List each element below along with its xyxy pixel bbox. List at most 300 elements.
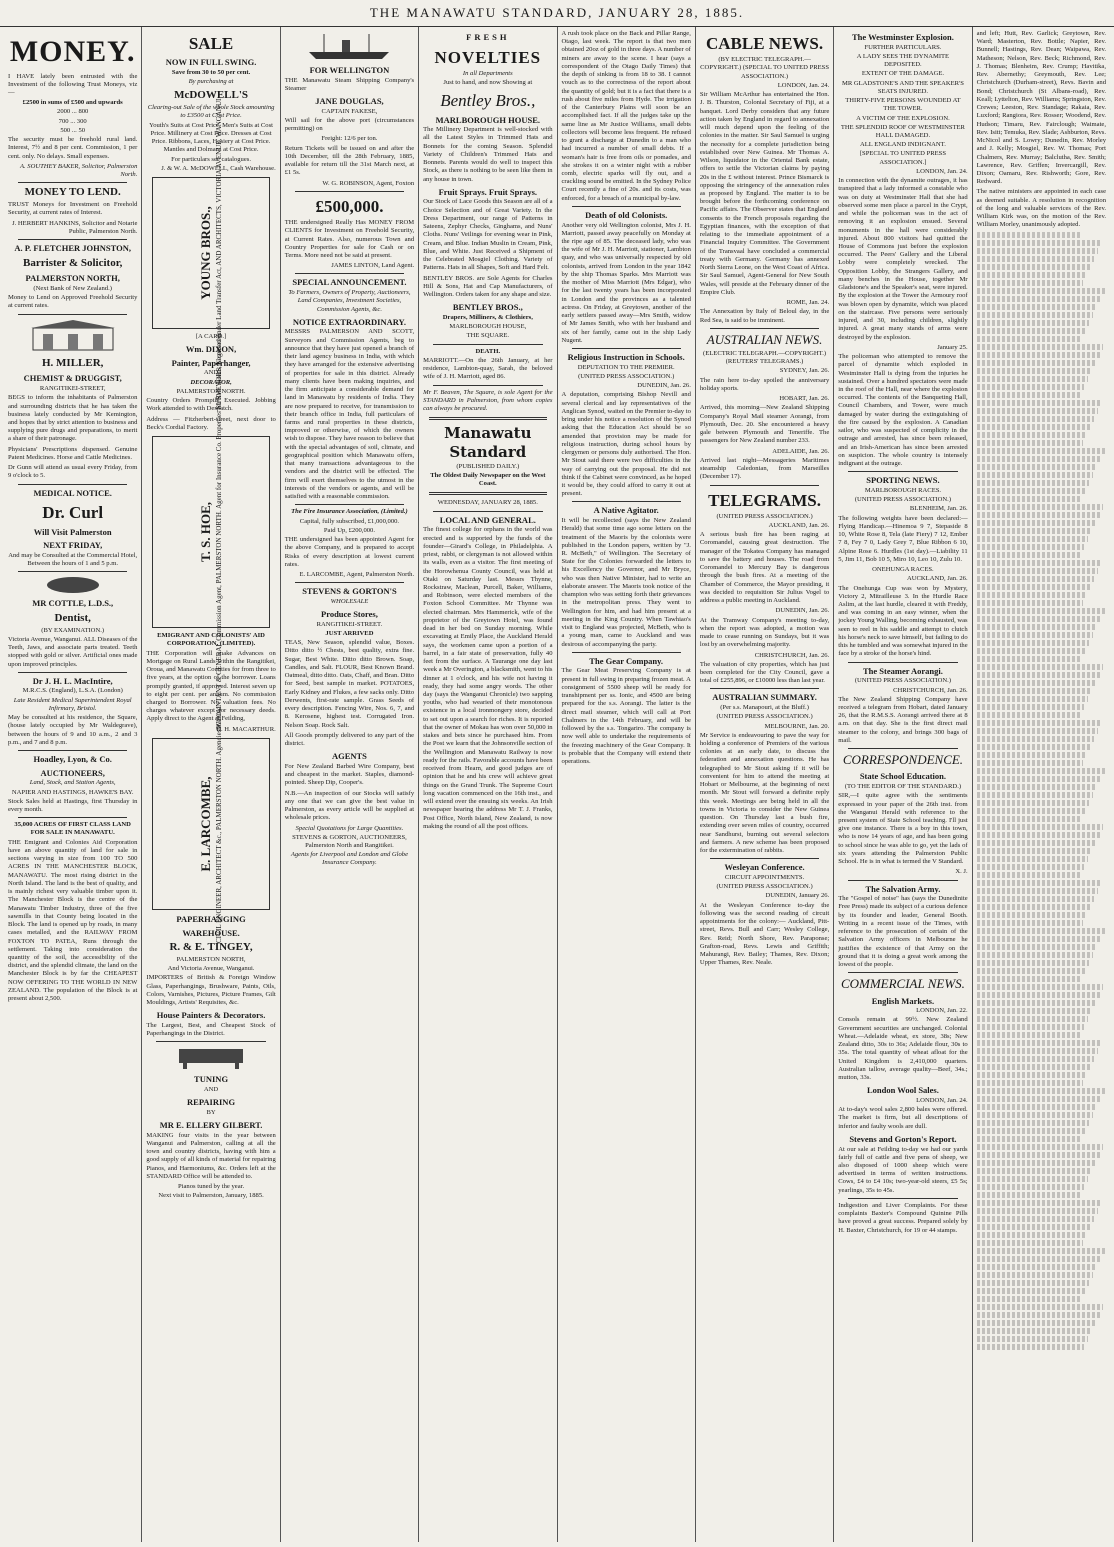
sg-goods: All Goods promptly delivered to any part of the district. — [284, 731, 415, 747]
tuning-text: MAKING four visits in the year between Wanganui and Palmerston, calling at all the town and country districts, having with him a good supply of all kinds of material for repairing Pianos, and Harmoniums, &c. Orders left at the STANDARD Office will be attended to. — [146, 1131, 276, 1180]
wellington-return: Return Tickets will be issued on and after the 10th December, till the 28th February, 1885, available for return till the 31st March next, at £1 5s. — [284, 144, 415, 177]
illegible-line — [977, 1192, 1081, 1198]
explosion-victim: A VICTIM OF THE EXPLOSION. — [856, 114, 950, 122]
money-text-2: The security must be freehold rural land. Interest, 7½ and 8 per cent. Commission, 1 per cent. only. No delays. Small expenses. — [8, 136, 138, 160]
miller-name: H. MILLER, — [41, 356, 104, 369]
emigrant-signed: D. H. MACARTHUR. — [216, 725, 276, 733]
gear-text: The Gear Meat Preserving Company is at present in full swing in preparing frozen meat. A consignment of 5500 sheep will be ready for transhipment per ss. Ionic, and 4500 are being prepared for the s.s. Aorangi. The latter is the direct mail steamer, which will call at Port Chalmers in the 14th February, and will be followed by the s.s. Tongariro. The company is now well able to undertake the requirements of the freezing machinery of the Gear Company. It is probable that the Company will extend their operations. — [561, 667, 691, 766]
bentley-2-house: MARLBOROUGH HOUSE, — [449, 323, 527, 331]
bentley-house: MARLBOROUGH HOUSE. — [435, 114, 540, 125]
column-4 — [419, 27, 557, 1542]
illegible-line — [977, 768, 1105, 774]
illegible-line — [977, 688, 1092, 694]
paper-date: WEDNESDAY, JANUARY 28, 1885. — [437, 499, 538, 507]
illegible-line — [977, 1152, 1100, 1158]
illegible-line — [977, 888, 1099, 894]
tuning-name: MR E. ELLERY GILBERT. — [159, 1120, 263, 1131]
millinery-text: The Millinery Department is well-stocked with all the Latest Styles in Trimmed Hats and Bonnets for the coming Season. Splendid Variety of Children's Trimmed Hats and Bonnets. Parents would do well to inspect this Stock, as there is nothing to be seen like them in any house in town. — [423, 126, 553, 183]
miller-street: RANGITIKEI-STREET, — [39, 385, 106, 393]
english-date: LONDON, Jan. 22. — [916, 1007, 968, 1015]
divider — [710, 858, 819, 859]
rome-text: The Annexation by Italy of Beloul day, in the Red Sea, is said to be imminent. — [699, 308, 830, 324]
illegible-line — [977, 432, 1087, 438]
illegible-line — [977, 1144, 1104, 1150]
local-heading: LOCAL AND GENERAL. — [439, 514, 536, 525]
sporting-date: BLENHEIM, Jan. 26. — [909, 505, 968, 513]
money-amount: 500 ... 50 — [60, 126, 86, 134]
illegible-line — [977, 1024, 1084, 1030]
miller-text: BEGS to inform the inhabitants of Palmerston and surrounding districts that he has taken the business lately conducted by Mr Kemington, and hopes that by strict attention to business and supplying pure drugs and preparations, to merit a share of their patronage. — [8, 394, 138, 443]
sydney-date: SYDNEY, Jan. 26. — [779, 367, 830, 375]
column-5 — [558, 27, 696, 1542]
australian-heading: AUSTRALIAN NEWS. — [706, 331, 823, 347]
illegible-line — [977, 416, 1095, 422]
divider — [156, 1041, 265, 1042]
larcombe-detail: CIVIL ENGINEER, ARCHITECT &c., PALMERSTON NORTH. Agencies Wanted. — [214, 704, 223, 943]
illegible-line — [977, 576, 1095, 582]
explosion-roof: THE SPLENDID ROOF OF WESTMINSTER HALL DAMAGED. — [840, 123, 965, 139]
divider — [848, 1198, 957, 1199]
sg-signed: STEVENS & GORTON, AUCTIONEERS, Palmerston North and Rangitikei. — [292, 833, 407, 849]
wesleyan-heading: Wesleyan Conference. — [724, 862, 805, 873]
illegible-line — [977, 864, 1084, 870]
illegible-line — [977, 696, 1088, 702]
illegible-line — [977, 1264, 1097, 1270]
sydney-text: The rain here to-day spoiled the anniversary holiday sports. — [699, 376, 830, 392]
illegible-line — [977, 872, 1081, 878]
illegible-line — [977, 840, 1096, 846]
divider — [18, 182, 127, 183]
tuning-by: BY — [206, 1108, 216, 1116]
emigrant-text: THE Corporation will make Advances on Mortgage on Rural Lands within the Rangitikei, Oroua, and Manawatu Counties for from three to five years, at the option of the borrower. Loans promptly granted, if approved. Interest seven up to eight per cent. per annum. No commission charged to Borrower. No valuation fees. No charges whatever except for necessary deeds. Apply direct to the Agent at Feilding, — [146, 649, 276, 723]
illegible-line — [977, 816, 1082, 822]
money-text: I HAVE lately been entrusted with the Investment of the following Trust Moneys, viz— — [8, 72, 138, 96]
illegible-line — [977, 1320, 1096, 1326]
cottle-name: MR COTTLE, L.D.S., — [32, 598, 114, 609]
divider — [18, 817, 127, 818]
illegible-line — [977, 560, 1102, 566]
illegible-line — [977, 600, 1083, 606]
illegible-line — [977, 528, 1092, 534]
illegible-line — [977, 472, 1093, 478]
colonists-text: Another very old Wellington colonist, Mrs J. H. Marriott, passed away peacefully on Monday at the ripe age of 85. The deceased lady, who was the wife of Mr J. H. Marriott, stationer, Lambton quay, and who was universally respected by old colonists, arrived from London in the year 1842 by the ship Thomas Sparks. Mrs Marriott was the mother of Miss Marriott (Mrs Edgar), who for the last twenty years has been incorporated in London and the provinces as a talented actress. On Friday, at Greytown, another of the early settlers passed away—Mrs Smith, widow of Mr James Smith, who with her husband and six of her family, came out in the ship Lady Nugent. — [561, 221, 691, 344]
illegible-line — [977, 608, 1105, 614]
illegible-line — [977, 504, 1104, 510]
illegible-line — [977, 1120, 1090, 1126]
divider — [429, 417, 546, 420]
illegible-line — [977, 1240, 1083, 1246]
cottle-exam: (BY EXAMINATION.) — [41, 626, 105, 634]
illegible-line — [977, 664, 1104, 670]
sale-signed: J. & W. A. McDOWELL, Cash Warehouse. — [161, 164, 276, 172]
wellington-heading: FOR WELLINGTON — [309, 65, 390, 75]
illegible-line — [977, 760, 1083, 766]
illegible-line — [977, 1296, 1082, 1302]
macintire-text: May be consulted at his residence, the Square, (house lately occupied by Mr Waldegrave), between the hours of 9 and 10 a.m., 2 and 3 p.m., and 7 and 8 p.m. — [8, 714, 138, 746]
illegible-line — [977, 312, 1093, 318]
cable-text: Sir William McArthur has entertained the Hon. J. B. Thurston, Colonial Secretary of Fiji, at a banquet. Lord Derby considers that any future action taken by England in regard to annexation will much depend upon the feeling of the colonies in the matter. Sir Saul Samuel is urging the necessity for a complete jurisdiction being established over New Guinea. Mr Thomas A. Wilson, liquidator in the Oriental Bank estate, offers to settle the Victorian claims by paying 20s in the £ without interest. Prince Bismarck is opposing the stringency of the annexation rules as proposed by England. The matter is to be brought before the forthcoming conference on Pacific affairs. The Observer states that England consents to the French proposals regarding the Egyptian finances, with the exception of that relating to the immediate appointment of a Financial Inquiry Committee. The Government of the Transvaal have concluded a commercial treaty with Germany. Germany has annexed North Sierra Leone, on the West Coast of Africa. Sir Saul Samuel, Agent-General for New South Wales, will preside at the February dinner of the Empire Club. — [699, 91, 830, 296]
sale-off: Save from 30 to 50 per cent. — [171, 68, 251, 76]
illegible-line — [977, 328, 1086, 334]
illegible-line — [977, 384, 1084, 390]
tingey-name: R. & E. TINGEY, — [169, 941, 253, 954]
illegible-line — [977, 1096, 1101, 1102]
illegible-line — [977, 344, 1104, 350]
illegible-line — [977, 512, 1100, 518]
hobart-date: HOBART, Jan. 26. — [779, 395, 830, 403]
tuning-text-2: Pianos tuned by the year. — [178, 1183, 245, 1191]
rome-date: ROME, Jan. 24. — [786, 299, 830, 307]
school-signed: X. J. — [955, 868, 968, 876]
native-text: It will be recollected (says the New Zealand Herald) that some time ago some letters on the treatment of the Maoris by the colonists were published in the London papers, written by "J. R. McBeth," of Wellington. The Secretary of State for the Colonies forwarded the letters to his Excellency the Governor, and Mr Bryce, who was then Native Minister, had to write an elaborate answer. The Maoris took notice of the champion who was setting forth their grievances in the metropolitan press. They went to Wellington for him, and had him present at a meeting in the King Country. When Tawhiao's visit to England was projected, McBeth, who is a young man, came to Auckland and was desirous of accompanying the party. — [561, 517, 691, 648]
lend-heading: MONEY TO LEND. — [24, 186, 121, 199]
illegible-line — [977, 920, 1083, 926]
illegible-line — [977, 1104, 1097, 1110]
correspondence-heading: CORRESPONDENCE. — [842, 752, 964, 768]
illegible-line — [977, 720, 1102, 726]
christchurch-text: The valuation of city properties, which has just been completed for the City Council, gave a total of £255,896, or £10000 less than last year. — [699, 660, 830, 685]
illegible-line — [977, 944, 1097, 950]
paper-oldest: The Oldest Daily Newspaper on the West Coast. — [430, 472, 546, 488]
illegible-line — [977, 400, 1102, 406]
illegible-line — [977, 1336, 1088, 1342]
investment-signed: JAMES LINTON, Land Agent. — [331, 262, 415, 270]
special-to: To Farmers, Owners of Property, Auctioneers, Land Companies, Investment Societies, Commission Agents, &c. — [288, 289, 411, 313]
illegible-line — [977, 336, 1082, 342]
illegible-line — [977, 1248, 1105, 1254]
sporting-text: The following weights have been declared:— Flying Handicap.—Hinemoa 9 7, Stepaside 8 10, White Rose 8, Tela (late Fiery) 7 12, Ember 7 8, Fey 7 0, Lady Grey 7, Blue Ribbon 6 10, Alpine Rose 6. Hurdles (1st day).—Liability 11 5, Jim 11, Bob 10 5, Miro 10, Leo 10, Zulu 10. — [838, 514, 968, 563]
dixon-decorator: DECORATOR, — [190, 378, 232, 386]
divider — [572, 206, 681, 207]
explosion-heading: The Westminster Explosion. — [851, 32, 954, 42]
divider — [18, 672, 127, 673]
money-amount: 2000 ... 800 — [57, 108, 89, 116]
hoadley-title: AUCTIONEERS, — [40, 767, 105, 778]
tuning-and: AND — [203, 1086, 219, 1094]
emigrant-heading: EMIGRANT AND COLONISTS' AID CORPORATION, (LIMITED). — [157, 632, 265, 648]
hoadley-text: Stock Sales held at Hastings, first Thursday in every month. — [8, 797, 138, 814]
wool-date: LONDON, Jan. 24. — [916, 1096, 968, 1104]
illegible-line — [977, 456, 1101, 462]
divider — [18, 239, 127, 240]
wellington-freight: Freight: 12/6 per ton. — [321, 135, 378, 143]
illegible-line — [977, 480, 1090, 486]
summary-text: Mr Service is endeavouring to pave the way for holding a conference of Premiers of the various colonies at an early date, to discuss the federation and annexation questions. He has telegraphed to Mr Stout asking if it will be convenient for him to attend the meeting at Hobart or Melbourne, at the beginning of next month. Mr Stout will forward a definite reply this week. Meetings are being held in all the towns in Victoria to consider the New Guinea question. On Thursday last a bush fire, extending over seven miles of country, occurred near Sandhurst, burning out several selectors and farmers. A new scheme has been proposed for the extermination of rabbits. — [699, 731, 830, 855]
illegible-line — [977, 288, 1105, 294]
special-heading: SPECIAL ANNOUNCEMENT. — [292, 277, 407, 288]
english-heading: English Markets. — [871, 995, 935, 1006]
illegible-line — [977, 992, 1100, 998]
page-columns — [0, 27, 1114, 1542]
curl-when: NEXT FRIDAY, — [43, 540, 103, 551]
tingey-text-2: The Largest, Best, and Cheapest Stock of Paperhangings in the District. — [146, 1021, 276, 1038]
money-heading: MONEY. — [9, 35, 136, 68]
illegible-line — [977, 736, 1095, 742]
illegible-line — [977, 1224, 1091, 1230]
divider — [433, 511, 542, 512]
tingey-text: IMPORTERS of British & Foreign Window Glass, Paperhangings, Brushware, Paints, Oils, Colors, Varnishes, Pictures, Picture Frames, Gilt Mouldings, Artists' Requisites, &c. — [146, 974, 276, 1007]
illegible-line — [977, 1136, 1082, 1142]
illegible-line — [977, 272, 1087, 278]
salvation-text: The "Gospel of noise" has (says the Dunedinite Free Press) made its subject of a curious defence by its founder and leader, General Booth. Writing in a recent issue of the Times, with reference to the prosecution of certain of the Salvation Army officers in Melbourne he justifies the existence of that Army on the ground that it is doing a great work among the lowest of the people. — [838, 895, 968, 969]
explosion-assoc: [SPECIAL TO UNITED PRESS ASSOCIATION.] — [859, 150, 947, 166]
illegible-line — [977, 352, 1100, 358]
fire-text: THE undersigned has been appointed Agent for the above Company, and is prepared to accept Risks of every description at lowest current rates. — [284, 536, 415, 568]
lend-text: TRUST Moneys for Investment on Freehold Security, at current rates of Interest. — [8, 201, 138, 217]
illegible-line — [977, 448, 1105, 454]
illegible-line — [977, 824, 1104, 830]
dunedin-text: At the Tramway Company's meeting to-day, when the report was adopted, a motion was made to cease running on Sundays, but it was lost by an overwhelming majority. — [699, 616, 830, 649]
medical-heading: MEDICAL NOTICE. — [33, 487, 112, 498]
explosion-text-2: The policeman who attempted to remove the parcel of dynamite which exploded in Westminster Hall is dying from the injuries he sustained. Over a hundred spectators were made in the roof of the Hall, near where the explosion occurred. The contents of the Banqueting Hall, Council Chambers, and Tower, were much damaged by water during the extinguishing of the fire caused by the explosion. A Canadian sailor, who was suspected of complicity in the outrage and arrested, has since been released, and an Irish-American has since been arrested on suspicion. The whole country is intensely indignant at the outrage. — [838, 353, 968, 468]
illegible-line — [977, 1304, 1104, 1310]
native-ministers-text: The native ministers are appointed in each case as deemed suitable. A resolution in recognition of the long and valuable services of the Rev. William Kirk was, on the motion of the Rev. William Morley, unanimously adopted. — [976, 188, 1106, 229]
onehunga-text: The Onehunga Cup was won by Mystery, Victory 2, Mitrailleuse 3. In the Hurdle Race Aslim, at the last hurdle, cleared it with Freddy, and was coming in an easy winner, when the jockey Young Walling, becoming exhausted, was seen to reel in his saddle and attempt to clutch his horse's neck to save himself, but failing to do this he tumbled and was somewhat injured in the face by a stroke of the horse's hind. — [838, 584, 968, 658]
notice-heading: NOTICE EXTRAORDINARY. — [292, 316, 407, 327]
curl-sub: Will Visit Palmerston — [33, 526, 112, 537]
divider — [848, 662, 957, 663]
beaven-notice: Mr F. Beaven, The Square, is sole Agent for the STANDARD in Palmerston, from whom copies can always be procured. — [423, 388, 553, 413]
illegible-line — [977, 1176, 1088, 1182]
sg-agents: AGENTS — [331, 751, 367, 762]
bentley-name: Bentley Bros., — [440, 91, 536, 111]
illegible-line — [977, 1016, 1088, 1022]
column-3 — [281, 27, 419, 1542]
curl-name: Dr. Curl — [42, 503, 104, 523]
illegible-line — [977, 1008, 1092, 1014]
wesleyan-sub: CIRCUIT APPOINTMENTS. — [724, 873, 805, 881]
indigestion-text: Indigestion and Liver Complaints. For these complaints Baxter's Compound Quinine Pills have proved a great success. Prepared solely by H. Baxter, Christchurch, for 19 or 44 stamps. — [838, 1201, 968, 1234]
divider — [848, 972, 957, 973]
fruit-text: Our Stock of Lace Goods this Season are all of a Choice Selection and of Great Variety. In the Dress Department, our range of Patterns in Sateens, Zephyr Checks, Ginghams, and Nuns' Cloths. Nuns' Veilings for evening wear in Pink, Cream, and Blue. Indian Muslin in Cream, Pink, Blue, and White. Just Received a Shipment of the Celebrated Mosgiel Clothing. Variety of Patterns. Hats in all Shapes, Soft and Hard Felt. — [423, 198, 553, 272]
illegible-line — [977, 376, 1088, 382]
illegible-line — [977, 280, 1083, 286]
sale-by: By purchasing at — [188, 78, 234, 86]
sg-agents-2: Agents for Liverpool and London and Globe Insurance Company. — [290, 851, 409, 867]
illegible-line — [977, 256, 1095, 262]
illegible-line — [977, 1128, 1086, 1134]
explosion-date-2: January 25. — [937, 343, 968, 351]
illegible-line — [977, 1312, 1100, 1318]
wool-text: At to-day's wool sales 2,800 bales were offered. The market is firm, but all descriptions of inferior and faulty wools are dull. — [838, 1106, 968, 1130]
explosion-england: ALL ENGLAND INDIGNANT. — [859, 141, 946, 149]
illegible-line — [977, 264, 1091, 270]
sg-agent-text: For New Zealand Barbed Wire Company, best and cheapest in the market. Staples, diamond-pointed. Sheep Dip, Cooper's. — [284, 762, 415, 787]
divider — [295, 504, 404, 505]
illegible-line — [977, 904, 1091, 910]
auckland-text: A serious bush fire has been raging at Coromandel, causing great destruction. The manager of the Tokatea Company has managed to save the battery and houses. The road from Coromandel to Mercury Bay is dangerous through the bush fires. At a meeting of the Chamber of Commerce, the Mayor presiding, it was decided to requisition Sir Julius Vogel to address a public meeting in Auckland. — [699, 531, 830, 605]
divider — [848, 880, 957, 881]
sg-report-text: At our sale at Feilding to-day we had our yards fairly full of cattle and five pens of sheep, we also disposed of 1000 sheep which were advertised in terms of written instructions. Cows, £4 to £4 10s; two-year-old steers, £5 5s; yearlings, 35s to 45s. — [838, 1145, 968, 1194]
aorangi-assoc: (UNITED PRESS ASSOCIATION.) — [854, 677, 952, 685]
death-text: MARRIOTT.—On the 26th January, at her residence, Lambton-quay, Sarah, the beloved wife of J. H. Marriott, aged 86. — [423, 356, 553, 381]
fletcher-place: PALMERSTON NORTH, — [25, 273, 120, 284]
tingey-place: PALMERSTON NORTH, — [176, 955, 246, 963]
illegible-line — [977, 896, 1095, 902]
money-line: £2500 in sums of £500 and upwards — [22, 99, 123, 107]
macintire-previous: Late Resident Medical Superintendent Royal Infirmary, Bristol. — [13, 696, 132, 712]
illegible-line — [977, 744, 1091, 750]
illegible-line — [977, 784, 1097, 790]
wesleyan-assoc: (UNITED PRESS ASSOCIATION.) — [716, 883, 813, 891]
illegible-line — [977, 1328, 1092, 1334]
illegible-line — [977, 1272, 1093, 1278]
illegible-line — [977, 360, 1096, 366]
english-text: Consols remain at 99½. New Zealand Government securities are unchanged. Colonial Wheat.—Adelaide wheat, ex store, 38s; New Zealand ditto, 30s to 36s; Adelaide flour, 30s to 35s. The total quantity of wheat afloat for the United Kingdom is 2,410,000 quarters. Australian tallow, average quality—Beef, 34s.; mutton, 33s. — [838, 1016, 968, 1082]
wellington-text: THE Manawatu Steam Shipping Company's Steamer — [284, 76, 415, 92]
illegible-line — [977, 672, 1100, 678]
fire-heading: The Fire Insurance Association, (Limited.) — [291, 508, 408, 516]
bentley-2-square: THE SQUARE. — [466, 332, 510, 340]
young-bros-detail: SURVEYORS, Licensed under Land Transfer Act, AND ARCHITECTS, VICTORIA AVENUE, WANGANUI. — [214, 96, 223, 410]
fletcher-name: A. P. FLETCHER JOHNSTON, — [14, 243, 132, 253]
divider — [433, 385, 542, 386]
sporting-sub: MARLBOROUGH RACES. — [864, 486, 942, 494]
illegible-line — [977, 1280, 1090, 1286]
paper-published: (PUBLISHED DAILY.) — [456, 462, 520, 470]
illegible-line — [977, 656, 1082, 662]
colonists-heading: Death of old Colonists. — [585, 209, 668, 220]
telegrams-assoc: (UNITED PRESS ASSOCIATION.) — [716, 512, 813, 520]
illegible-line — [977, 496, 1082, 502]
illegible-line — [977, 1288, 1086, 1294]
larcombe-name: E. LARCOMBE, — [198, 776, 214, 872]
christchurch-date: CHRISTCHURCH, Jan. 26. — [754, 651, 830, 659]
fire-paid: Paid Up, £200,000. — [323, 526, 375, 534]
illegible-line — [977, 1056, 1095, 1062]
divider — [429, 492, 546, 495]
melbourne-date: MELBOURNE, Jan. 20. — [764, 722, 830, 730]
gold-text: A rush took place on the Back and Pillar Range, Otago, last week. The report is that two men obtained 20oz of gold in three days. A number of miners are away to the scene. I hear (says a correspondent of the Otago Daily Times) that the depth of sinking is from 18 to 38. I cannot vouch as to the correctness of the report about the quantity of gold; but it is a fact that there is a rush about five miles from Hyde. The irrigation of the Canterbury Plains will soon be an accomplished fact. If all the judges take up the same line as Mr Justice Williams, small debts collectors will become less frequent. He refused to grant a discharge at Dunedin to a man who had incurred a number of small debts. If a woman's hair is free from oils or pomades, and she strokes it on a winter night with a rubber comb, electric sparks will fly out, and a crackling sound be emitted. In the Sydney Police Court recently a fine of 20s. and its costs, was enforced, for a breach of a municipal by-law. — [561, 30, 691, 202]
illegible-line — [977, 792, 1093, 798]
dixon-title: Painter, Paperhanger, — [171, 357, 251, 368]
sale-items: Youth's Suits at Cost Price. Men's Suits at Cost Price. Millinery at Cost Price. Dresses at Cost Price. Ribbons, Laces, Hosiery at Cost Price. Mantles and Dolmans at Cost Price. — [149, 121, 274, 154]
aorangi-heading: The Steamer Aorangi. — [862, 665, 943, 676]
dixon-place: PALMERSTON NORTH. — [176, 387, 246, 395]
religious-heading: Religious Instruction in Schools. — [567, 352, 685, 363]
illegible-line — [977, 520, 1096, 526]
sale-shop: McDOWELL'S — [174, 89, 249, 102]
illegible-line — [977, 984, 1104, 990]
divider — [848, 748, 957, 749]
hoe-name: T. S. HOE, — [198, 502, 214, 563]
sporting-heading: SPORTING NEWS. — [866, 475, 940, 486]
column-2 — [142, 27, 280, 1542]
miller-text-3: Dr Gunn will attend as usual every Friday, from 9 o'clock to 5. — [8, 464, 138, 480]
illegible-line — [977, 1000, 1096, 1006]
curl-text: And may be Consulted at the Commercial Hotel, Between the hours of 1 and 5 p.m. — [8, 551, 138, 568]
adelaide-text: Arrived last night—Messageries Maritimes steamship Caledonian, from Marseilles (December 17). — [699, 456, 830, 481]
tuning-repairing: REPAIRING — [187, 1097, 236, 1108]
illegible-line — [977, 848, 1092, 854]
adelaide-date: ADELAIDE, Jan. 26. — [772, 447, 830, 455]
sg-items: TEAS, New Season, splendid value, Boxes. Ditto ditto ½ Chests, best quality, extra fine. Sugar, Best White. Ditto ditto Brown. Soap, Candles, and Salt. FLOUR, Best Known Brand. Oatmeal, ditto ditto. Oats, Chaff, and Bran. Ditto for Seed, best sample in market. POTATOES, Early Kidney and Flukes, a few sacks only. Ditto Derwents, first-rate sample. Grass Seeds of every description. Fencing Wire, Nos. 6, 7, and 8. Kerosene, highest test. Corrugated Iron. Nelson Soap. Rock Salt. — [284, 639, 415, 729]
divider — [572, 652, 681, 653]
summary-assoc: (UNITED PRESS ASSOCIATION.) — [716, 713, 813, 721]
divider — [572, 348, 681, 349]
explosion-date: LONDON, Jan. 24. — [916, 167, 968, 175]
fletcher-address: (Next Bank of New Zealand.) — [33, 285, 112, 292]
illegible-line — [977, 320, 1090, 326]
cottle-title: Dentist, — [54, 611, 91, 624]
illegible-line — [977, 1168, 1092, 1174]
explosion-extent: EXTENT OF THE DAMAGE. — [861, 70, 945, 78]
native-heading: A Native Agitator. — [593, 505, 659, 516]
illegible-line — [977, 584, 1091, 590]
investment-heading: £500,000. — [315, 196, 384, 216]
sale-sub: NOW IN FULL SWING. — [165, 57, 257, 68]
wesleyan-text: At the Wesleyan Conference to-day the following was the second reading of circuit appointments for the colony:— Auckland, Pitt-street, Revs. Bull and Carr; Wesley College, Rev. Reid; North Shore, Rev. Paraponse; Grafton-road, Revs. Lewis and Griffith; Mahurangi, Rev. Bailey; Thames, Rev. Dixon; Upper Thames, Rev. Neale. — [699, 901, 830, 967]
sg-report-heading: Stevens and Gorton's Report. — [849, 1133, 957, 1144]
illegible-line — [977, 960, 1090, 966]
sg-arrived: JUST ARRIVED — [325, 629, 374, 637]
dixon-card: [A CARD.] — [195, 332, 227, 340]
illegible-line — [977, 1184, 1084, 1190]
column-1 — [4, 27, 142, 1542]
illegible-line — [977, 304, 1097, 310]
local-text: The finest college for orphans in the world was erected and is supported by the funds of the founder—Girard's College, in Philadelphia. A priest, rabbi, or clergyman is not allowed within its walls, even as a visitor. The first meeting of the Horowhenua County Council, was held at Otaki on Saturday last. Messrs Thynne, Rockstraw, Maclean, Purcell, Baker, Williams, and Robinson, were elected members of the Foxton School Committee. Mr Thynne was elected chairman. Mrs Hammerick, wife of the proprietor of the Greytown Hotel, was found dead in her bed on Sunday morning. While excavating at Emily Place, the Auckland Herald says, the workmen came upon a portion of a barrel, in a fair state of preservation, fully 40 feet from the surface. A Taurange one day last week a Mr Overington, a blacksmith, went to his dinner at 1 o'clock, and his wife not having it ready, they had some angry words. The other day (says the Wanganui Chronicle) two sapping youths, who had wearied of their monotonous existence in a local ironmongery store, decided to set out upon a search for riches. It is reported that the owner of Mokau has won over 50,000 in stakes and bets since he purchased him. From the Post we learn that the Johnsonville section of the Wellington and Manawatu Railway is now ready for the rails. Favorable accounts have been received from Hearn, and good judges are of opinion that he and his crew will achieve great things on the Grand Trunk. The Supreme Court long vacation commenced on the 16th inst., and will extend over the ensuing six weeks. An Irish newspaper bearing the address Mr T. J. Franks, Post Office, North Island, New Zealand, is now making the round of all the post offices. — [423, 526, 553, 830]
illegible-line — [977, 1216, 1095, 1222]
fletcher-title: Barrister & Solicitor, — [23, 256, 123, 269]
illegible-line — [977, 392, 1081, 398]
divider — [18, 314, 127, 315]
illegible-line — [977, 752, 1087, 758]
summary-heading: AUSTRALIAN SUMMARY. — [712, 692, 817, 703]
hobart-text: Arrived, this morning—New Zealand Shipping Company's Royal Mail steamer Aorangi, from Plymouth, Dec. 20. She encountered a heavy gale between Plymouth and Teneriffe. The passengers for New Zealand number 233. — [699, 404, 830, 445]
wool-heading: London Wool Sales. — [866, 1085, 939, 1096]
illegible-line — [977, 936, 1101, 942]
sg-street: RANGITIKEI-STREET. — [316, 620, 383, 628]
money-amount: 700 ... 300 — [58, 117, 87, 125]
sale-clear: Clearing-out Sale of the whole Stock amounting to £3500 at Cost Price. — [147, 104, 275, 120]
steamship-engraving — [304, 32, 394, 62]
summary-sub: (Per s.s. Manapouri, at the Bluff.) — [720, 704, 809, 712]
divider — [572, 501, 681, 502]
tingey-address: And Victoria Avenue, Wanganui. — [167, 965, 255, 973]
money-signed: A. SOUTHEY BAKER, Solicitor, Palmerston North. — [19, 162, 138, 179]
illegible-line — [977, 1112, 1093, 1118]
dunedin-date: DUNEDIN, Jan. 26. — [775, 607, 830, 615]
sg-wholesale: WHOLESALE — [330, 597, 369, 605]
cable-assoc: (BY ELECTRIC TELEGRAPH.—COPYRIGHT.) (SPECIAL TO UNITED PRESS ASSOCIATION.) — [700, 56, 830, 80]
explosion-text: In connection with the dynamite outrages, it has transpired that a lady informed a constable who was on duty at Westminster Hall that she had observed some men place a parcel in the Crypt, and while the policeman was in the act of removing it an explosion ensued. Several monuments in the hall were considerably injured. About 800 visitors had quitted the House of Commons just before the explosion occurred. The Peers' Gallery and the Liberal Lobby were completely wrecked. The Opposition Lobby, the Strangers Gallery, and many benches in the House, together Mr Gladstone's and the Speaker's seat, were injured. By the explosion at the Tower the Armoury roof was blown open by dynamite, which was placed on the staircase. Five persons were seriously injured, and 30, including children, slightly injured. A great many stands of arms were destroyed by the explosion. — [838, 177, 968, 341]
australian-assoc: (ELECTRIC TELEGRAPH.—COPYRIGHT.) (REUTERS' TELEGRAMS.) — [703, 350, 827, 366]
illegible-line — [977, 1072, 1087, 1078]
illegible-line — [977, 640, 1090, 646]
illegible-line — [977, 856, 1088, 862]
illegible-line — [977, 976, 1082, 982]
circuit-text: and left; Hutt, Rev. Garlick; Greytown, Rev. Ward; Masterton, Rev. Bottle; Napier, Rev. Bunnell; Hastings, Rev. Dean; Waipawa, Rev. Matheson; Nelson, Rev. Beck; Richmond, Rev. J. Thomas; Blenheim, Rev. Crump; Havitika, Rev. Abernethy; Greymouth, Rev. Lee; Christchurch (Durham-street), Revs. Bavin and Bond; Christchurch (St Albans-road), Rev. Keall; Lyttelton, Rev. Williams; Springston, Rev. Crewes; Leeston, Rev. Standage; Rakaia, Rev. Luxford; Rangiora, Rev. Rosser; Woodend, Rev. Hudson; Timaru, Rev. Fairclough; Waimate, Rev. Isitt; Temuka, Rev. Slade; Ashburton, Revs. McNicol and S. Lowry; Dunedin, Rev. Morley and J. Kelly; Mosgiel, Rev. W. Thomas; Port Chalmers, Rev. Murray; Balclutha, Rev. Smith; Lawrence, Rev. Griffen; Invercargill, Rev. Dixon; Oamaru, Rev. Rishworth; Gore, Rev. Redward. — [976, 30, 1106, 186]
divider — [18, 750, 127, 751]
fire-signed: E. LARCOMBE, Agent, Palmerston North. — [299, 571, 415, 578]
acres-heading: 35,000 ACRES OF FIRST CLASS LAND FOR SALE IN MANAWATU. — [14, 821, 131, 837]
religious-text: A deputation, comprising Bishop Nevill and several clerical and lay representatives of the Anglican Synod, waited on the Premier to-day to bring under his notice a resolution of the Synod asking that the Education Act should be so amended that provision may be made for religious instruction, during school hours by clergymen or persons duly authorised. The Hon. Mr Stout said there were two difficulties in the way of carrying out the proposal. He did not think if the Cabinet were convinced, as he hoped it would be, they could afford to carry it out at present. — [561, 391, 691, 498]
pharmacy-building-engraving — [13, 318, 133, 354]
illegible-line — [977, 1064, 1091, 1070]
divider — [295, 582, 404, 583]
religious-assoc: (UNITED PRESS ASSOCIATION.) — [578, 372, 675, 380]
divider — [18, 571, 127, 572]
sg-heading: STEVENS & GORTON'S — [302, 586, 397, 597]
masthead: THE MANAWATU STANDARD, JANUARY 28, 1885. — [0, 0, 1114, 27]
onehunga-heading: ONEHUNGA RACES. — [872, 566, 934, 574]
wellington-signed: W. G. ROBINSON, Agent, Foxton — [322, 179, 415, 187]
illegible-line — [977, 952, 1093, 958]
bentley-sole: BENTLEY BROS. are Sole Agents for Charles Hill & Sons, Hat and Cap Manufacturers, of Wellington. Orders taken for any shape and size. — [423, 274, 553, 299]
illegible-line — [977, 704, 1084, 710]
commercial-heading: COMMERCIAL NEWS. — [840, 976, 965, 992]
divider — [295, 273, 404, 274]
